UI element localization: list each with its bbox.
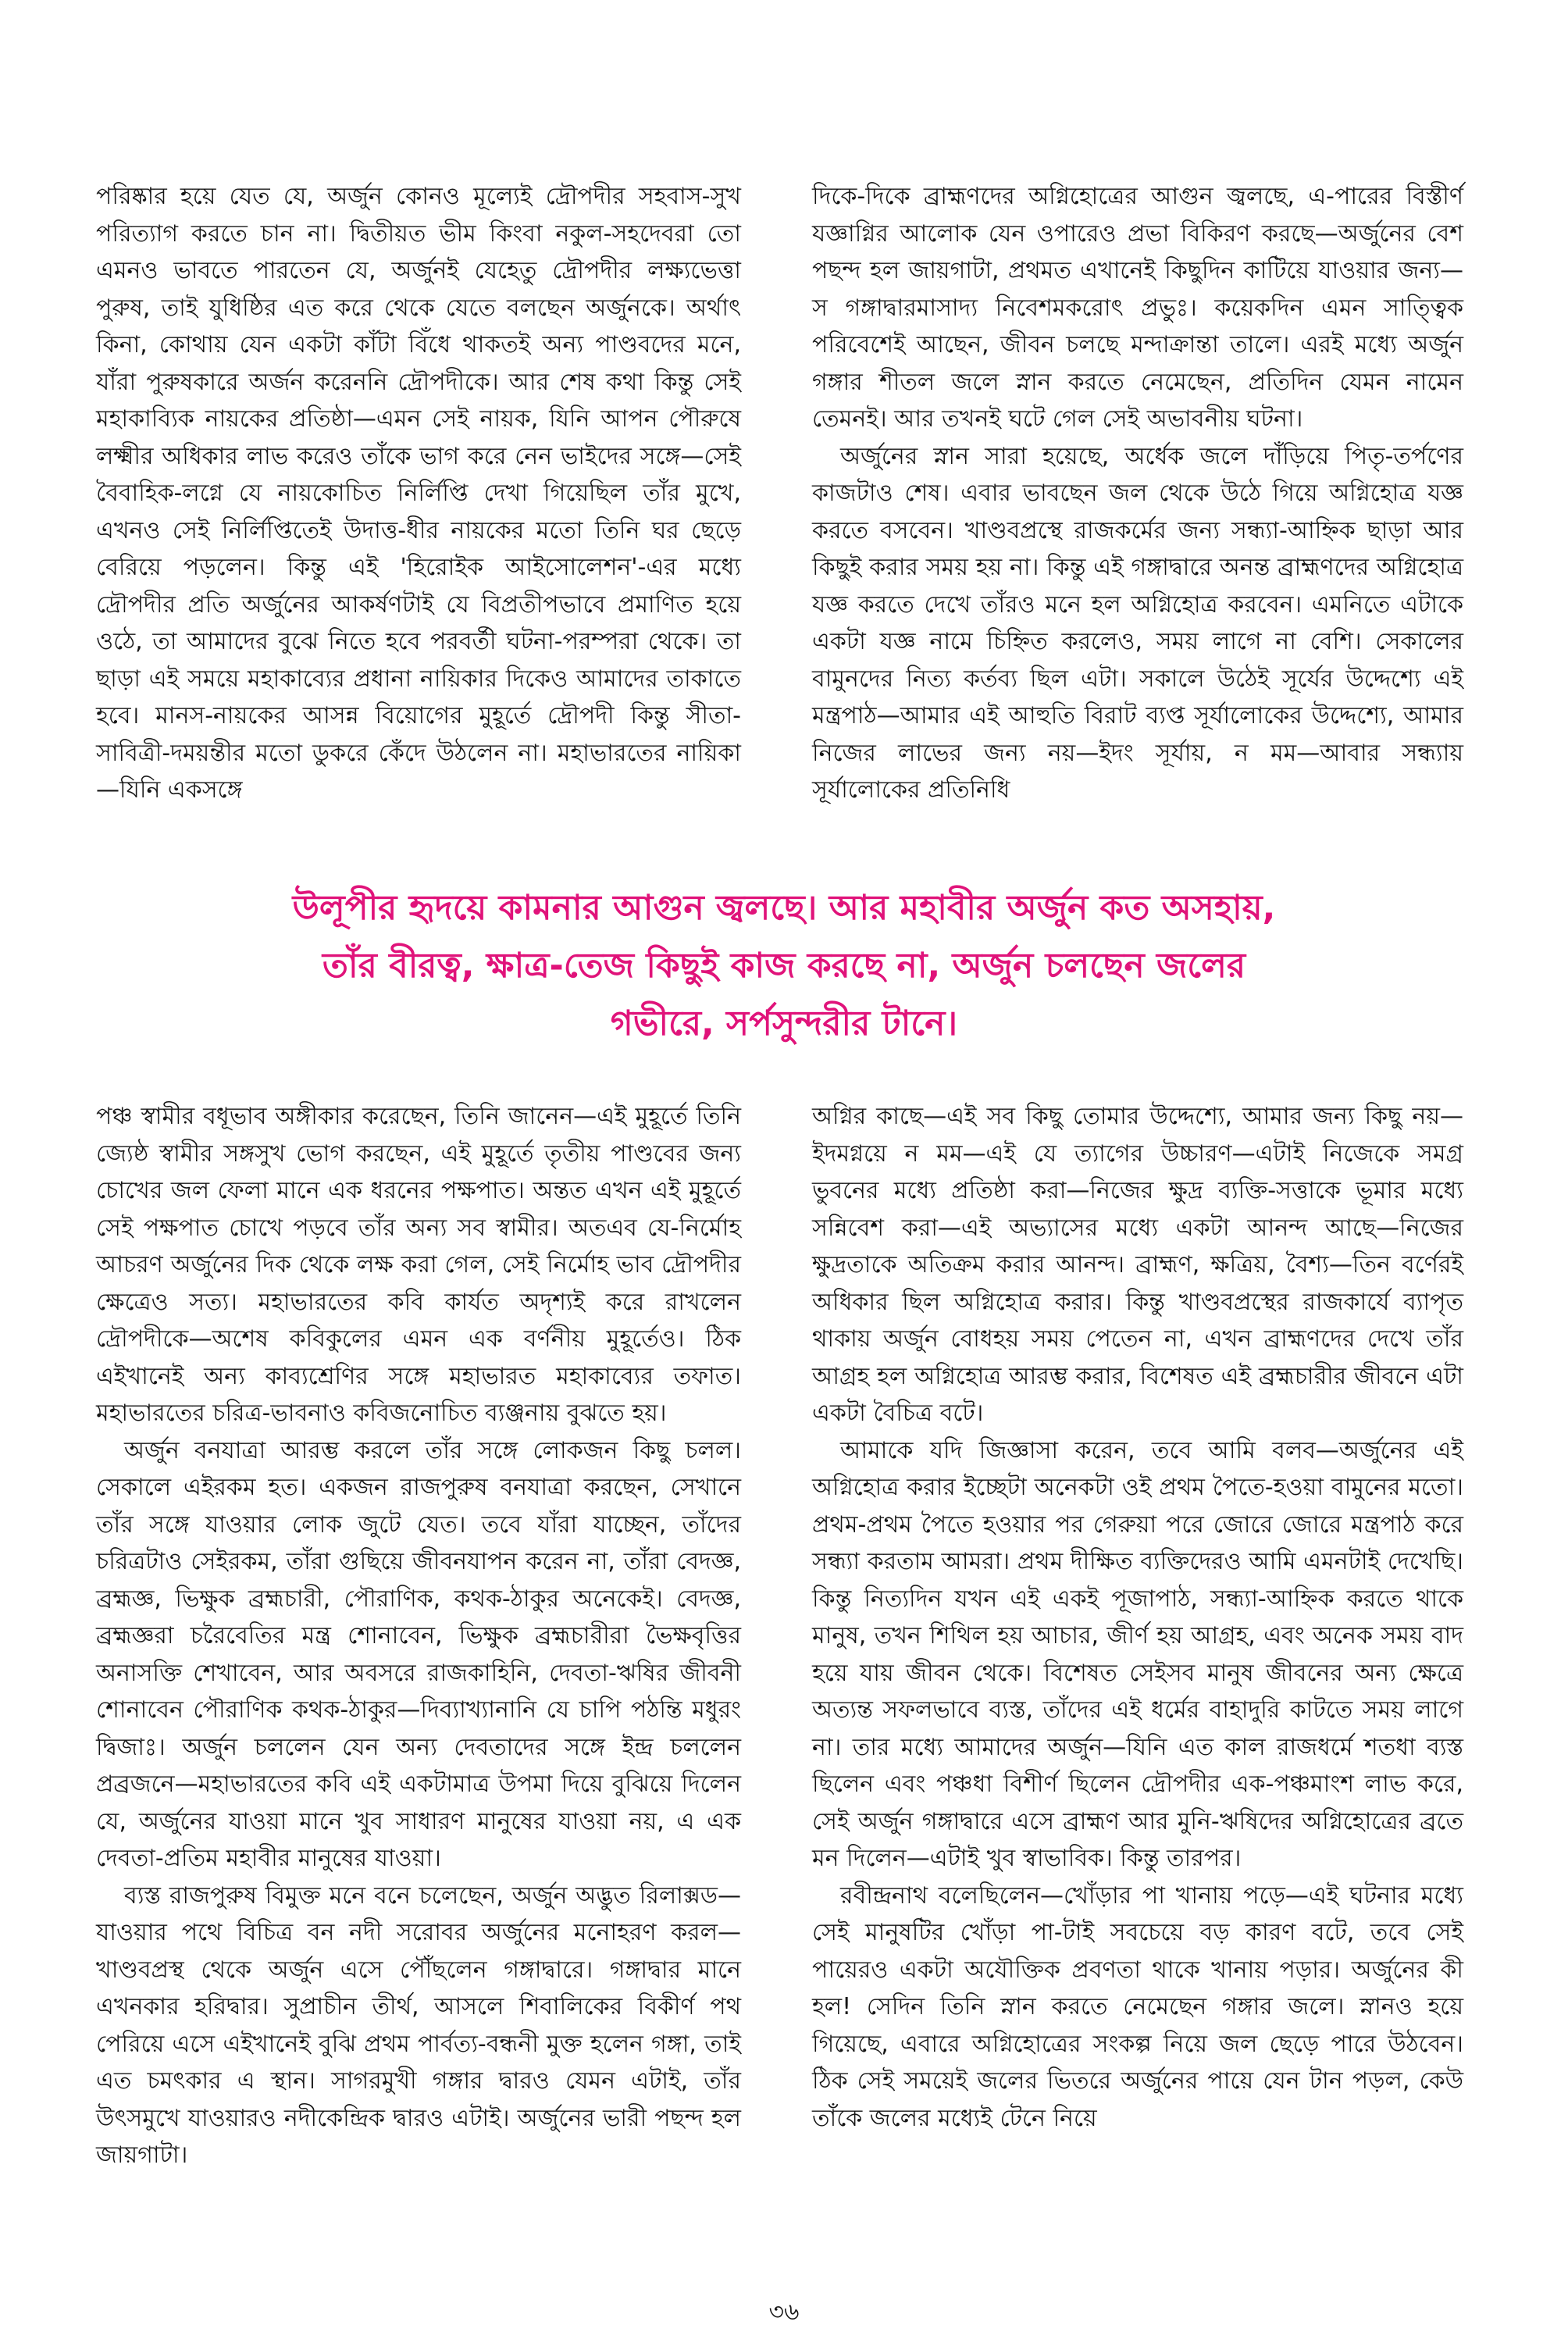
paragraph: পরিষ্কার হয়ে যেত যে, অর্জুন কোনও মূল্যেই দ্রৌপদীর সহবাস-সুখ পরিত্যাগ করতে চান না। দ্বিতীয়ত ভীম কিংবা নকুল-সহদেবরা তো এমনও ভাবতে পারতেন যে, অর্জুনই যেহেতু দ্রৌপদীর লক্ষ্যভেত্তা পুরুষ, তাই যুধিষ্ঠির এত করে থেকে যেতে বলছেন অর্জুনকে। অর্থাৎ কিনা, কোথায় যেন একটা কাঁটা বিঁধে থাকতই অন্য পাণ্ডবদের মনে, যাঁরা পুরুষকারে অর্জন করেননি দ্রৌপদীকে। আর শেষ কথা কিন্তু সেই মহাকাব্যিক নায়কের প্রতিষ্ঠা—এমন সেই নায়ক, যিনি আপন পৌরুষে লক্ষ্মীর অধিকার লাভ করেও তাঁকে ভাগ করে নেন ভাইদের সঙ্গে—সেই বৈবাহিক-লগ্নে যে নায়কোচিত নির্লিপ্তি দেখা গিয়েছিল তাঁর মুখে, এখনও সেই নির্লিপ্তিতেই উদাত্ত-ধীর নায়কের মতো তিনি ঘর ছেড়ে বেরিয়ে পড়লেন। কিন্তু এই 'হিরোইক আইসোলেশন'-এর মধ্যে দ্রৌপদীর প্রতি অর্জুনের আকর্ষণটাই যে বিপ্রতীপভাবে প্রমাণিত হয়ে ওঠে, তা আমাদের বুঝে নিতে হবে পরবর্তী ঘটনা-পরম্পরা থেকে। তা ছাড়া এই সময়ে মহাকাব্যের প্রধানা নায়িকার দিকেও আমাদের তাকাতে হবে। মানস-নায়কের আসন্ন বিয়োগের মুহূর্তে দ্রৌপদী কিন্তু সীতা-সাবিত্রী-দময়ন্তীর মতো ডুকরে কেঁদে উঠলেন না। মহাভারতের নায়িকা—যিনি একসঙ্গে — [96, 183, 741, 804]
text-column-top-right — [812, 178, 1463, 809]
paragraph: ব্যস্ত রাজপুরুষ বিমুক্ত মনে বনে চলেছেন, অর্জুন অদ্ভুত রিলাক্সড—যাওয়ার পথে বিচিত্র বন নদী সরোবর অর্জুনের মনোহরণ করল—খাণ্ডবপ্রস্থ থেকে অর্জুন এসে পৌঁছলেন গঙ্গাদ্বারে। গঙ্গাদ্বার মানে এখনকার হরিদ্বার। সুপ্রাচীন তীর্থ, আসলে শিবালিকের বিকীর্ণ পথ পেরিয়ে এসে এইখানেই বুঝি প্রথম পার্বত্য-বন্ধনী মুক্ত হলেন গঙ্গা, তাই এত চমৎকার এ স্থান। সাগরমুখী গঙ্গার দ্বারও যেমন এটাই, তাঁর উৎসমুখে যাওয়ারও নদীকেন্দ্রিক দ্বারও এটাই। অর্জুনের ভারী পছন্দ হল জায়গাটা। — [96, 1881, 741, 2169]
paragraph: অর্জুনের স্নান সারা হয়েছে, অর্ধেক জলে দাঁড়িয়ে পিতৃ-তর্পণের কাজটাও শেষ। এবার ভাবছেন জল থেকে উঠে গিয়ে অগ্নিহোত্র যজ্ঞ করতে বসবেন। খাণ্ডবপ্রস্থে রাজকর্মের জন্য সন্ধ্যা-আহ্নিক ছাড়া আর কিছুই করার সময় হয় না। কিন্তু এই গঙ্গাদ্বারে অনন্ত ব্রাহ্মণদের অগ্নিহোত্র যজ্ঞ করতে দেখে তাঁরও মনে হল অগ্নিহোত্র করবেন। এমনিতে এটাকে একটা যজ্ঞ নামে চিহ্নিত করলেও, সময় লাগে না বেশি। সেকালের বামুনদের নিত্য কর্তব্য ছিল এটা। সকালে উঠেই সূর্যের উদ্দেশ্যে এই মন্ত্রপাঠ—আমার এই আহুতি বিরাট ব্যপ্ত সূর্যালোকের উদ্দেশ্যে, আমার নিজের লাভের জন্য নয়—ইদং সূর্যায়, ন মম—আবার সন্ধ্যায় সূর্যালোকের প্রতিনিধি — [812, 442, 1463, 804]
text-column-bottom-right — [812, 1098, 1463, 2137]
paragraph: পঞ্চ স্বামীর বধূভাব অঙ্গীকার করেছেন, তিনি জানেন—এই মুহূর্তে তিনি জ্যেষ্ঠ স্বামীর সঙ্গসুখ ভোগ করছেন, এই মুহূর্তে তৃতীয় পাণ্ডবের জন্য চোখের জল ফেলা মানে এক ধরনের পক্ষপাত। অন্তত এখন এই মুহূর্তে সেই পক্ষপাত চোখে পড়বে তাঁর অন্য সব স্বামীর। অতএব যে-নির্মোহ আচরণ অর্জুনের দিক থেকে লক্ষ করা গেল, সেই নির্মোহ ভাব দ্রৌপদীর ক্ষেত্রেও সত্য। মহাভারতের কবি কার্যত অদৃশ্যই করে রাখলেন দ্রৌপদীকে—অশেষ কবিকুলের এমন এক বর্ণনীয় মুহূর্তেও। ঠিক এইখানেই অন্য কাব্যশ্রেণির সঙ্গে মহাভারত মহাকাব্যের তফাত। মহাভারতের চরিত্র-ভাবনাও কবিজনোচিত ব্যঞ্জনায় বুঝতে হয়। — [96, 1103, 741, 1427]
paragraph: দিকে-দিকে ব্রাহ্মণদের অগ্নিহোত্রের আগুন জ্বলছে, এ-পারের বিস্তীর্ণ যজ্ঞাগ্নির আলোক যেন ওপারেও প্রভা বিকিরণ করছে—অর্জুনের বেশ পছন্দ হল জায়গাটা, প্রথমত এখানেই কিছুদিন কাটিয়ে যাওয়ার জন্য—স গঙ্গাদ্বারমাসাদ্য নিবেশমকরোৎ প্রভুঃ। কয়েকদিন এমন সাত্ত্বিক পরিবেশেই আছেন, জীবন চলছে মন্দাক্রান্তা তালে। এরই মধ্যে অর্জুন গঙ্গার শীতল জলে স্নান করতে নেমেছেন, প্রতিদিন যেমন নামেন তেমনই। আর তখনই ঘটে গেল সেই অভাবনীয় ঘটনা। — [812, 183, 1463, 433]
paragraph: অর্জুন বনযাত্রা আরম্ভ করলে তাঁর সঙ্গে লোকজন কিছু চলল। সেকালে এইরকম হত। একজন রাজপুরুষ বনযাত্রা করছেন, সেখানে তাঁর সঙ্গে যাওয়ার লোক জুটে যেত। তবে যাঁরা যাচ্ছেন, তাঁদের চরিত্রটাও সেইরকম, তাঁরা গুছিয়ে জীবনযাপন করেন না, তাঁরা বেদজ্ঞ, ব্রহ্মজ্ঞ, ভিক্ষুক ব্রহ্মচারী, পৌরাণিক, কথক-ঠাকুর অনেকেই। বেদজ্ঞ, ব্রহ্মজ্ঞরা চরৈবেতির মন্ত্র শোনাবেন, ভিক্ষুক ব্রহ্মচারীরা ভৈক্ষবৃত্তির অনাসক্তি শেখাবেন, আর অবসরে রাজকাহিনি, দেবতা-ঋষির জীবনী শোনাবেন পৌরাণিক কথক-ঠাকুর—দিব্যাখ্যানানি যে চাপি পঠন্তি মধুরং দ্বিজাঃ। অর্জুন চললেন যেন অন্য দেবতাদের সঙ্গে ইন্দ্র চললেন প্রব্রজনে—মহাভারতের কবি এই একটামাত্র উপমা দিয়ে বুঝিয়ে দিলেন যে, অর্জুনের যাওয়া মানে খুব সাধারণ মানুষের যাওয়া নয়, এ এক দেবতা-প্রতিম মহাবীর মানুষের যাওয়া। — [96, 1436, 741, 1872]
page-number: ৩৬ — [768, 2298, 800, 2326]
paragraph: অগ্নির কাছে—এই সব কিছু তোমার উদ্দেশ্যে, আমার জন্য কিছু নয়—ইদমগ্নয়ে ন মম—এই যে ত্যাগের উচ্চারণ—এটাই নিজেকে সমগ্র ভুবনের মধ্যে প্রতিষ্ঠা করা—নিজের ক্ষুদ্র ব্যক্তি-সত্তাকে ভূমার মধ্যে সন্নিবেশ করা—এই অভ্যাসের মধ্যে একটা আনন্দ আছে—নিজের ক্ষুদ্রতাকে অতিক্রম করার আনন্দ। ব্রাহ্মণ, ক্ষত্রিয়, বৈশ্য—তিন বর্ণেরই অধিকার ছিল অগ্নিহোত্র করার। কিন্তু খাণ্ডবপ্রস্থের রাজকার্যে ব্যাপৃত থাকায় অর্জুন বোধহয় সময় পেতেন না, এখন ব্রাহ্মণদের দেখে তাঁর আগ্রহ হল অগ্নিহোত্র আরম্ভ করার, বিশেষত এই ব্রহ্মচারীর জীবনে এটা একটা বৈচিত্র বটে। — [812, 1103, 1463, 1427]
pull-quote-line: তাঁর বীরত্ব, ক্ষাত্র-তেজ কিছুই কাজ করছে না, অর্জুন চলছেন জলের — [322, 946, 1246, 986]
pull-quote-line: উলূপীর হৃদয়ে কামনার আগুন জ্বলছে। আর মহাবীর অর্জুন কত অসহায়, — [292, 888, 1276, 928]
pull-quote — [94, 879, 1474, 1053]
paragraph: আমাকে যদি জিজ্ঞাসা করেন, তবে আমি বলব—অর্জুনের এই অগ্নিহোত্র করার ইচ্ছেটা অনেকটা ওই প্রথম পৈতে-হওয়া বামুনের মতো। প্রথম-প্রথম পৈতে হওয়ার পর গেরুয়া পরে জোরে জোরে মন্ত্রপাঠ করে সন্ধ্যা করতাম আমরা। প্রথম দীক্ষিত ব্যক্তিদেরও আমি এমনটাই দেখেছি। কিন্তু নিত্যদিন যখন এই একই পূজাপাঠ, সন্ধ্যা-আহ্নিক করতে থাকে মানুষ, তখন শিথিল হয় আচার, জীর্ণ হয় আগ্রহ, এবং অনেক সময় বাদ হয়ে যায় জীবন থেকে। বিশেষত সেইসব মানুষ জীবনের অন্য ক্ষেত্রে অত্যন্ত সফলভাবে ব্যস্ত, তাঁদের এই ধর্মের বাহাদুরি কাটতে সময় লাগে না। তার মধ্যে আমাদের অর্জুন—যিনি এত কাল রাজধর্মে শতধা ব্যস্ত ছিলেন এবং পঞ্চধা বিশীর্ণ ছিলেন দ্রৌপদীর এক-পঞ্চমাংশ লাভ করে, সেই অর্জুন গঙ্গাদ্বারে এসে ব্রাহ্মণ আর মুনি-ঋষিদের অগ্নিহোত্রের ব্রতে মন দিলেন—এটাই খুব স্বাভাবিক। কিন্তু তারপর। — [812, 1436, 1463, 1872]
pull-quote-line: গভীরে, সর্পসুন্দরীর টানে। — [610, 1004, 958, 1043]
text-column-top-left — [96, 178, 741, 809]
text-column-bottom-left — [96, 1098, 741, 2174]
paragraph: রবীন্দ্রনাথ বলেছিলেন—খোঁড়ার পা খানায় পড়ে—এই ঘটনার মধ্যে সেই মানুষটির খোঁড়া পা-টাই সবচেয়ে বড় কারণ বটে, তবে সেই পায়েরও একটা অযৌক্তিক প্রবণতা থাকে খানায় পড়ার। অর্জুনের কী হল! সেদিন তিনি স্নান করতে নেমেছেন গঙ্গার জলে। স্নানও হয়ে গিয়েছে, এবারে অগ্নিহোত্রের সংকল্প নিয়ে জল ছেড়ে পারে উঠবেন। ঠিক সেই সময়েই জলের ভিতরে অর্জুনের পায়ে যেন টান পড়ল, কেউ তাঁকে জলের মধ্যেই টেনে নিয়ে — [812, 1881, 1463, 2132]
